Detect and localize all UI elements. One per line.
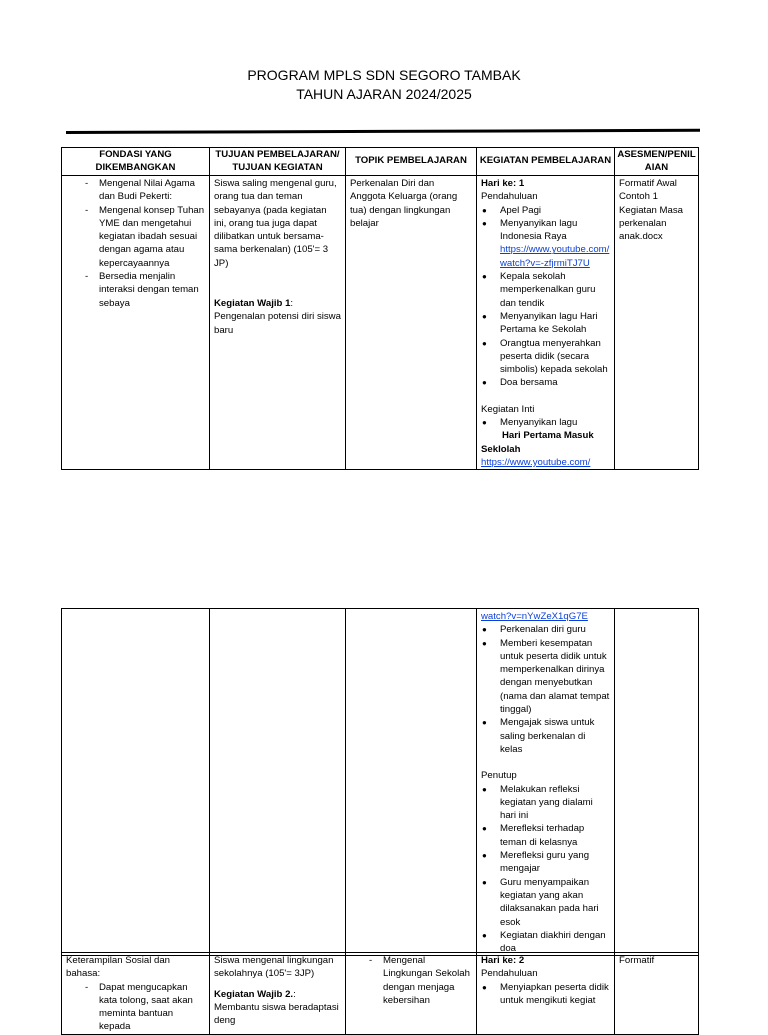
list-item: ● Doa bersama — [481, 376, 610, 389]
cell-kegiatan — [477, 609, 615, 956]
mpls-program-table-day2 — [61, 952, 699, 1035]
document-title: PROGRAM MPLS SDN SEGORO TAMBAK — [247, 67, 521, 83]
kegiatan-wajib-text: : Pengenalan potensi diri siswa baru — [214, 298, 341, 336]
kegiatan-wajib-label: Kegiatan Wajib 1 — [214, 298, 291, 310]
section-pendahuluan: Pendahuluan — [481, 968, 538, 980]
song-title: Hari Pertama Masuk — [502, 430, 594, 442]
list-item: ● Menyanyikan lagu Indonesia Raya https://www.youtube.com/watch?v=-zfjrmiTJ7U — [481, 217, 610, 270]
cell-fondasi — [62, 953, 210, 1035]
list-item: ● Orangtua menyerahkan peserta didik (secara simbolis) kepada sekolah — [481, 337, 610, 377]
list-item: ● Merefleksi guru yang mengajar — [481, 849, 610, 876]
header-topik: TOPIK PEMBELAJARAN — [346, 148, 477, 176]
list-item: ● Melakukan refleksi kegiatan yang dialami hari ini — [481, 783, 610, 823]
list-item: ● Perkenalan diri guru — [481, 623, 610, 636]
list-item: ● Guru menyampaikan kegiatan yang akan dilaksanakan pada hari esok — [481, 876, 610, 929]
fondasi-item: - Bersedia menjalin interaksi dengan teman sebaya — [66, 270, 205, 310]
cell-fondasi — [62, 609, 210, 956]
section-pendahuluan: Pendahuluan — [481, 191, 538, 203]
cell-kegiatan — [477, 176, 615, 470]
cell-topik — [346, 609, 477, 956]
youtube-link[interactable]: https://www.youtube.com/watch?v=-zfjrmiTJ7U — [500, 244, 610, 269]
list-item: ● Menyanyikan lagu Hari Pertama ke Sekolah — [481, 310, 610, 337]
horizontal-rule — [66, 129, 700, 134]
document-subtitle: TAHUN AJARAN 2024/2025 — [296, 86, 472, 102]
tujuan-text: Siswa saling mengenal guru, orang tua dan teman sebayanya (pada kegiatan ini, orang tua juga dapat dilibatkan untuk bersama-sama berkenalan) (105'= 3 JP) — [214, 178, 337, 269]
list-item: ● Memberi kesempatan untuk peserta didik untuk memperkenalkan dirinya dengan menyebutkan (nama dan alamat tempat tinggal) — [481, 637, 610, 717]
cell-topik — [346, 953, 477, 1035]
list-item: ● Merefleksi terhadap teman di kelasnya — [481, 822, 610, 849]
table-row — [62, 953, 699, 1035]
cell-fondasi — [62, 176, 210, 470]
cell-tujuan — [210, 609, 346, 956]
kegiatan-wajib — [214, 297, 341, 337]
cell-asesmen — [615, 609, 699, 956]
fondasi-intro: Keterampilan Sosial dan bahasa: — [66, 955, 170, 980]
song-title-cont: Seklolah — [481, 443, 521, 455]
list-item: ● Mengajak siswa untuk saling berkenalan di kelas — [481, 716, 610, 756]
kegiatan-wajib-text: : Membantu siswa beradaptasi deng — [214, 988, 339, 1027]
list-item: ● Menyanyikan lagu — [481, 416, 610, 429]
hari-label: Hari ke: 2 — [481, 955, 525, 966]
table-row — [62, 176, 699, 470]
fondasi-item: - Mengenal konsep Tuhan YME dan mengetahui kegiatan ibadah sesuai dengan agama atau kepercayaannya — [66, 204, 205, 270]
list-item: ● Kegiatan diakhiri dengan doa — [481, 929, 610, 956]
mpls-program-table — [61, 147, 699, 470]
cell-kegiatan — [477, 953, 615, 1035]
cell-topik: Perkenalan Diri dan Anggota Keluarga (orang tua) dengan lingkungan belajar — [346, 176, 477, 470]
fondasi-item: - Mengenal Nilai Agama dan Budi Pekerti: — [66, 177, 205, 204]
youtube-link[interactable]: watch?v=nYwZeX1qG7E — [481, 611, 588, 622]
cell-tujuan — [210, 953, 346, 1035]
list-item: ● Apel Pagi — [481, 204, 610, 217]
tujuan-text: Siswa mengenal lingkungan sekolahnya (105'= 3JP) — [214, 955, 334, 980]
header-kegiatan: KEGIATAN PEMBELAJARAN — [477, 148, 615, 176]
kegiatan-wajib — [214, 988, 341, 1028]
section-penutup: Penutup — [481, 770, 517, 782]
topik-item: - Mengenal Lingkungan Sekolah dengan menjaga kebersihan — [350, 954, 472, 1007]
list-item: ● Kepala sekolah memperkenalkan guru dan tendik — [481, 270, 610, 310]
header-asesmen: ASESMEN/PENILAIAN — [615, 148, 699, 176]
cell-asesmen: Formatif — [615, 953, 699, 1035]
youtube-link[interactable]: https://www.youtube.com/ — [481, 456, 591, 468]
table-header-row — [62, 148, 699, 176]
header-fondasi: FONDASI YANG DIKEMBANGKAN — [62, 148, 210, 176]
fondasi-item: - Dapat mengucapkan kata tolong, saat akan meminta bantuan kepada — [66, 981, 205, 1034]
cell-asesmen: Formatif Awal Contoh 1 Kegiatan Masa perkenalan anak.docx — [615, 176, 699, 470]
table-row — [62, 609, 699, 956]
hari-label: Hari ke: 1 — [481, 178, 525, 189]
kegiatan-wajib-label: Kegiatan Wajib 2. — [214, 988, 294, 1000]
mpls-program-table-continued — [61, 608, 699, 956]
list-item: ● Menyiapkan peserta didik untuk mengikuti kegiat — [481, 981, 610, 1008]
cell-tujuan — [210, 176, 346, 470]
header-tujuan: TUJUAN PEMBELAJARAN/ TUJUAN KEGIATAN — [210, 148, 346, 176]
section-inti: Kegiatan Inti — [481, 403, 535, 415]
